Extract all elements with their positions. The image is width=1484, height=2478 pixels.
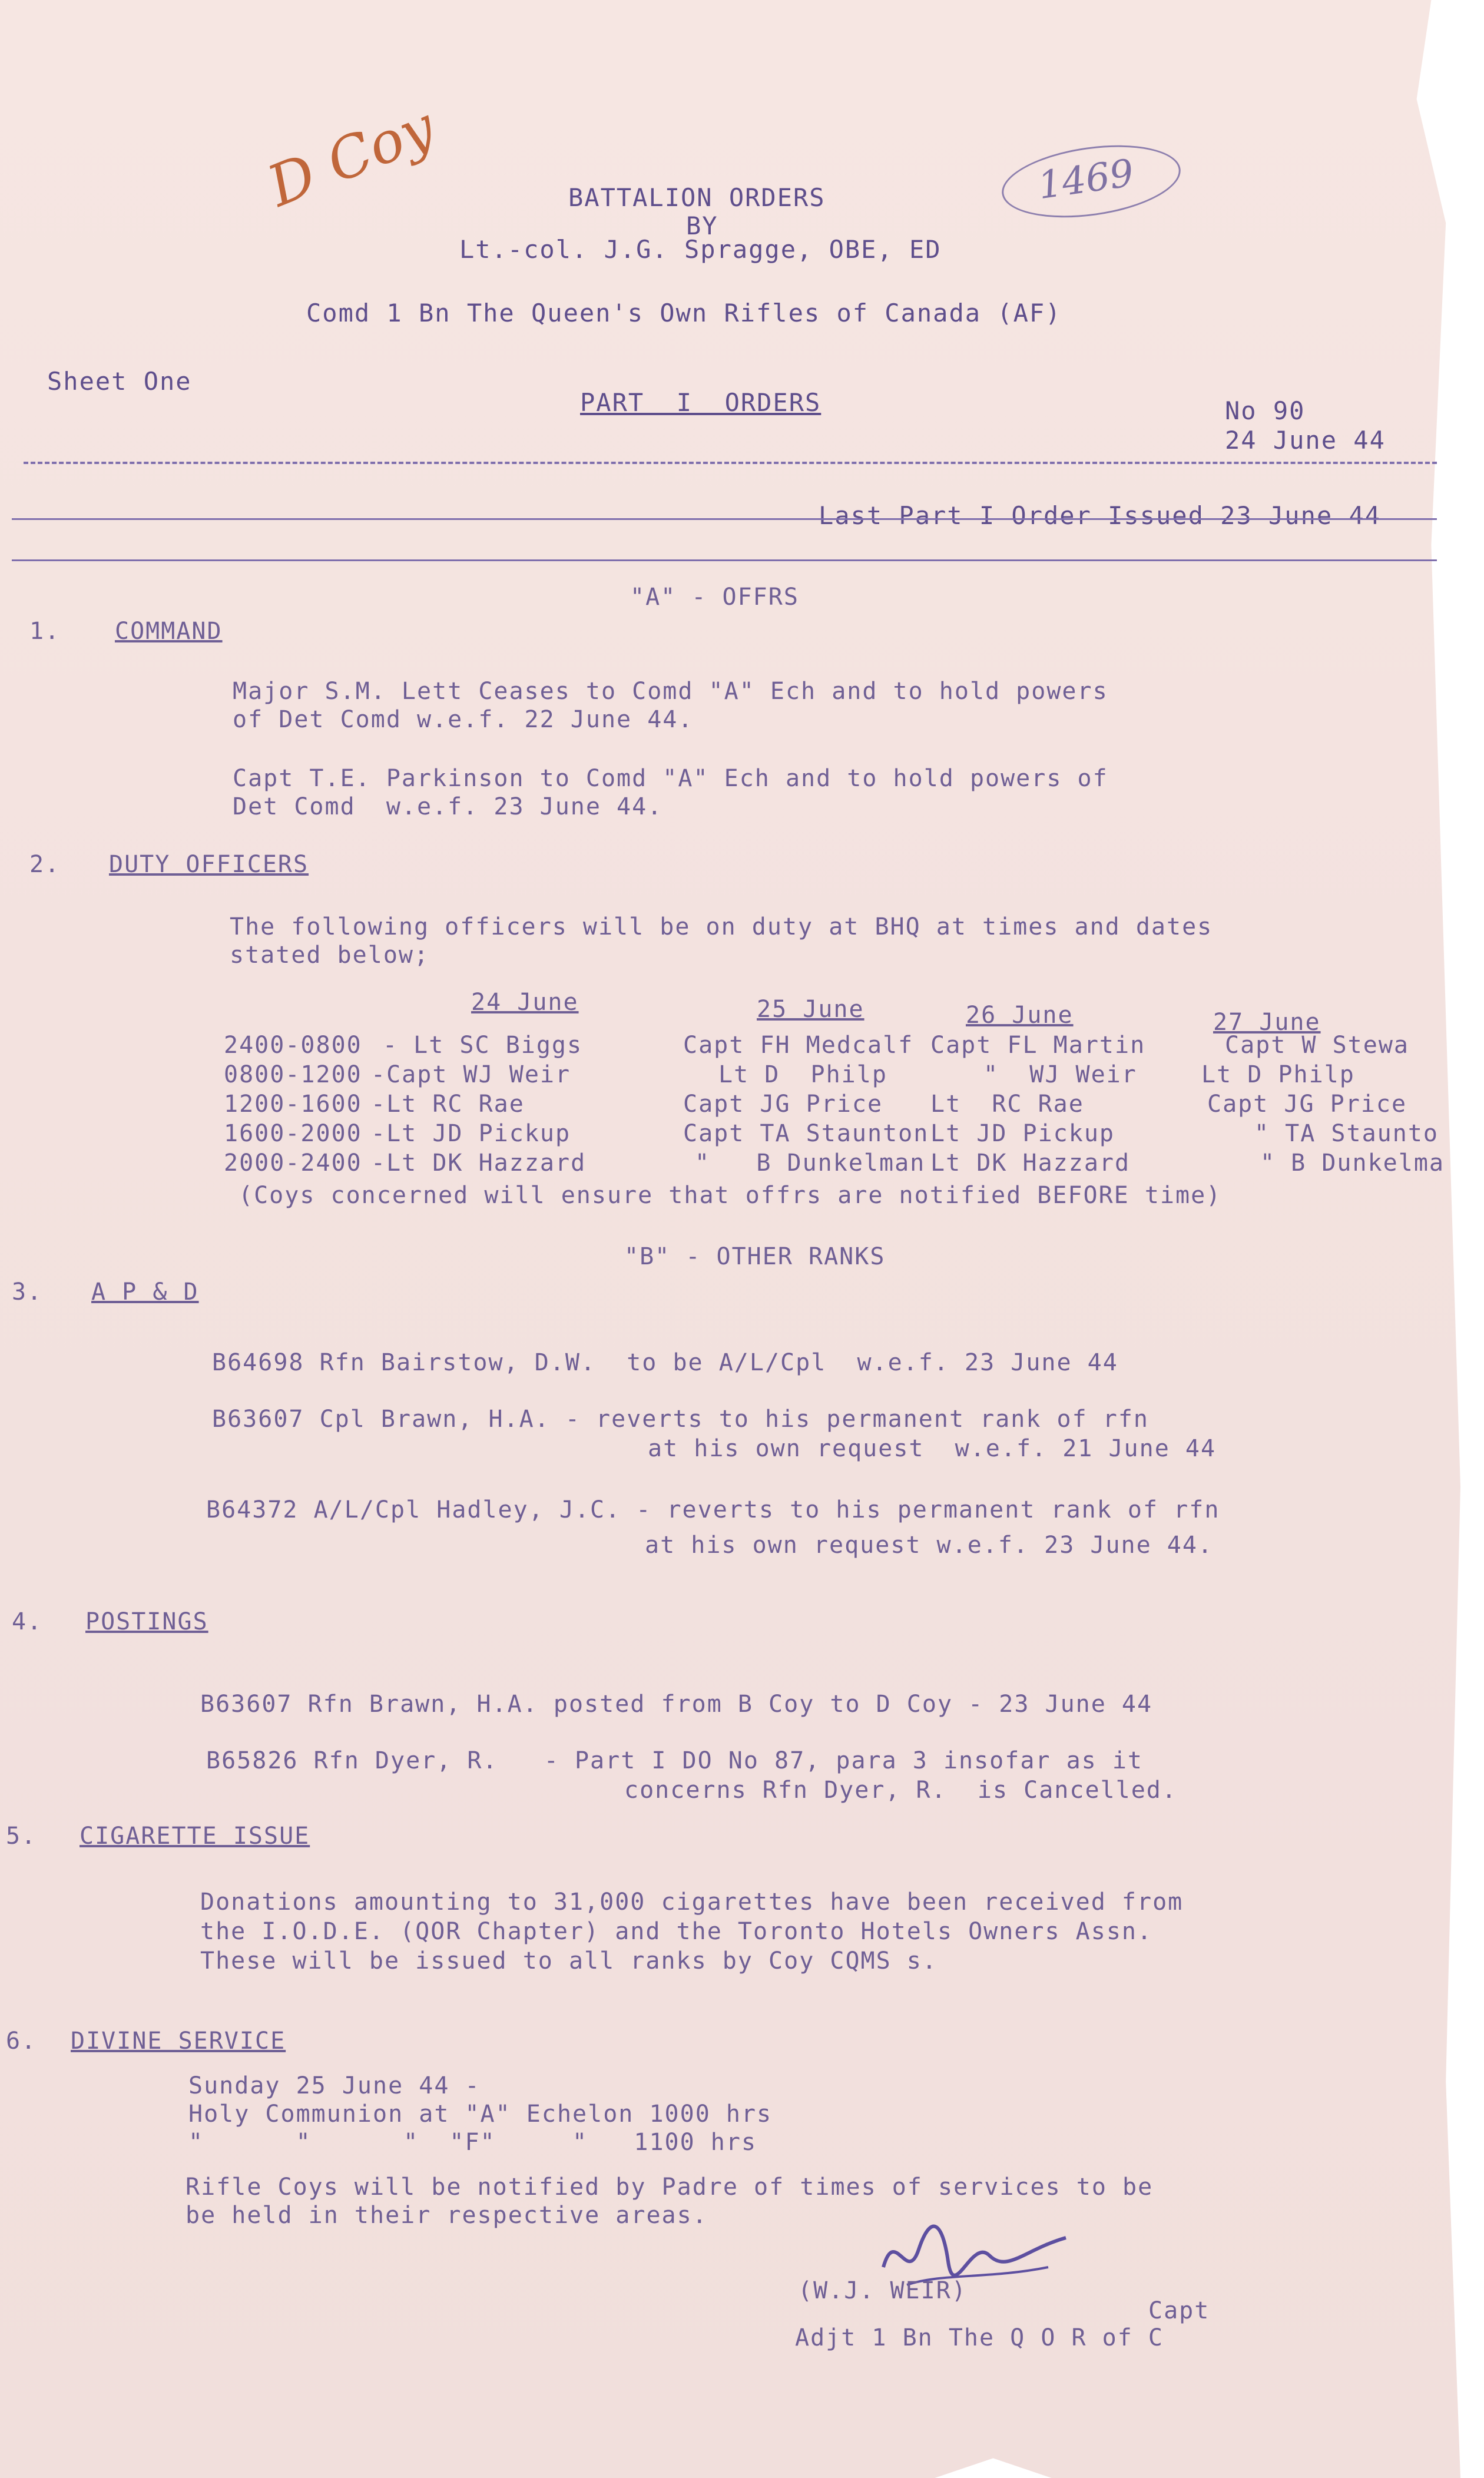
postings-entry: concerns Rfn Dyer, R. is Cancelled.: [624, 1777, 1177, 1804]
duty-officer: " B Dunkelman: [695, 1149, 926, 1177]
apd-entry: B64698 Rfn Bairstow, D.W. to be A/L/Cpl w.e.f. 23 June 44: [212, 1349, 1118, 1376]
command-line: Det Comd w.e.f. 23 June 44.: [233, 793, 663, 820]
duty-officer: - Lt SC Biggs: [383, 1032, 583, 1059]
order-date: 24 June 44: [1225, 426, 1386, 455]
divine-heading: DIVINE SERVICE: [71, 2028, 286, 2055]
divine-line: be held in their respective areas.: [186, 2202, 708, 2229]
duty-officer: Capt W Stewa: [1225, 1032, 1409, 1059]
apd-heading: A P & D: [91, 1278, 199, 1306]
divine-line: Sunday 25 June 44 -: [188, 2072, 481, 2099]
cigarette-heading: CIGARETTE ISSUE: [80, 1823, 310, 1850]
divine-line: Rifle Coys will be notified by Padre of times of services to be: [186, 2174, 1154, 2201]
duty-day-header: 25 June: [757, 996, 864, 1023]
divine-line: " " " "F" " 1100 hrs: [188, 2129, 757, 2156]
sheet-label: Sheet One: [47, 367, 192, 396]
unit-name: Comd 1 Bn The Queen's Own Rifles of Canada (AF): [306, 299, 1062, 327]
signatory-name: (W.J. WEIR): [798, 2277, 967, 2304]
cigarette-number: 5.: [6, 1823, 37, 1850]
duty-day-header: 24 June: [471, 989, 579, 1016]
top-divider: [24, 462, 1437, 464]
duty-officer: Lt DK Hazzard: [930, 1149, 1131, 1177]
command-line: Major S.M. Lett Ceases to Comd "A" Ech and to hold powers: [233, 678, 1108, 705]
cigarette-line: Donations amounting to 31,000 cigarettes have been received from: [200, 1889, 1184, 1916]
duty-officer: Capt JG Price: [683, 1091, 883, 1118]
section-a-heading: "A" - OFFRS: [630, 584, 799, 611]
apd-number: 3.: [12, 1278, 43, 1306]
apd-entry: B64372 A/L/Cpl Hadley, J.C. - reverts to his permanent rank of rfn: [206, 1496, 1220, 1523]
apd-entry: at his own request w.e.f. 21 June 44: [648, 1435, 1217, 1462]
duty-heading: DUTY OFFICERS: [109, 851, 309, 878]
duty-officer: " TA Staunto: [1254, 1120, 1439, 1147]
duty-officer: Lt RC Rae: [930, 1091, 1084, 1118]
duty-time: 1600-2000: [224, 1120, 362, 1147]
orders-title: BATTALION ORDERS: [568, 183, 826, 212]
apd-entry: at his own request w.e.f. 23 June 44.: [645, 1532, 1214, 1559]
double-rule-upper: [12, 518, 1437, 520]
cigarette-line: These will be issued to all ranks by Coy CQMS s.: [200, 1947, 938, 1975]
duty-intro: The following officers will be on duty at BHQ at times and dates: [230, 913, 1213, 940]
duty-note: (Coys concerned will ensure that offrs are notified BEFORE time): [238, 1182, 1222, 1209]
handwritten-company-note: D Coy: [259, 94, 444, 220]
duty-officer: Capt FL Martin: [930, 1032, 1146, 1059]
file-number-text: 1469: [1035, 151, 1137, 208]
duty-officer: Capt TA Staunton: [683, 1120, 929, 1147]
command-line: of Det Comd w.e.f. 22 June 44.: [233, 706, 694, 733]
duty-day-header: 26 June: [966, 1002, 1074, 1029]
postings-entry: B65826 Rfn Dyer, R. - Part I DO No 87, para 3 insofar as it: [206, 1747, 1144, 1774]
postings-heading: POSTINGS: [85, 1608, 208, 1635]
command-heading: COMMAND: [115, 618, 223, 645]
divine-line: Holy Communion at "A" Echelon 1000 hrs: [188, 2101, 773, 2128]
command-line: Capt T.E. Parkinson to Comd "A" Ech and to hold powers of: [233, 765, 1108, 792]
command-number: 1.: [29, 618, 61, 645]
signatory-role: Adjt 1 Bn The Q O R of C: [795, 2324, 1164, 2351]
duty-time: 2400-0800: [224, 1032, 362, 1059]
duty-time: 2000-2400: [224, 1149, 362, 1177]
order-number: No 90: [1225, 396, 1306, 425]
commander-name: Lt.-col. J.G. Spragge, OBE, ED: [459, 235, 942, 264]
duty-officer: -Lt RC Rae: [371, 1091, 525, 1118]
duty-officer: -Lt DK Hazzard: [371, 1149, 587, 1177]
duty-officer: Lt D Philp: [1201, 1061, 1355, 1088]
signatory-rank: Capt: [1148, 2297, 1210, 2324]
double-rule-lower: [12, 559, 1437, 561]
duty-number: 2.: [29, 851, 61, 878]
last-order-note: Last Part I Order Issued 23 June 44: [819, 501, 1382, 530]
duty-officer: -Lt JD Pickup: [371, 1120, 571, 1147]
duty-officer: " WJ Weir: [983, 1061, 1137, 1088]
duty-officer: Capt FH Medcalf: [683, 1032, 914, 1059]
duty-day-header: 27 June: [1213, 1009, 1321, 1036]
part-heading: PART I ORDERS: [580, 388, 822, 417]
duty-officer: Lt D Philp: [718, 1061, 887, 1088]
divine-number: 6.: [6, 2028, 37, 2055]
cigarette-line: the I.O.D.E. (QOR Chapter) and the Toronto Hotels Owners Assn.: [200, 1918, 1153, 1945]
duty-time: 0800-1200: [224, 1061, 362, 1088]
duty-time: 1200-1600: [224, 1091, 362, 1118]
orders-by: BY: [686, 211, 718, 240]
section-b-heading: "B" - OTHER RANKS: [624, 1243, 886, 1270]
duty-intro: stated below;: [230, 942, 430, 969]
postings-entry: B63607 Rfn Brawn, H.A. posted from B Coy to D Coy - 23 June 44: [200, 1691, 1153, 1718]
apd-entry: B63607 Cpl Brawn, H.A. - reverts to his permanent rank of rfn: [212, 1406, 1150, 1433]
duty-officer: Capt JG Price: [1207, 1091, 1407, 1118]
duty-officer: " B Dunkelma: [1260, 1149, 1445, 1177]
duty-officer: Lt JD Pickup: [930, 1120, 1115, 1147]
postings-number: 4.: [12, 1608, 43, 1635]
duty-officer: -Capt WJ Weir: [371, 1061, 571, 1088]
